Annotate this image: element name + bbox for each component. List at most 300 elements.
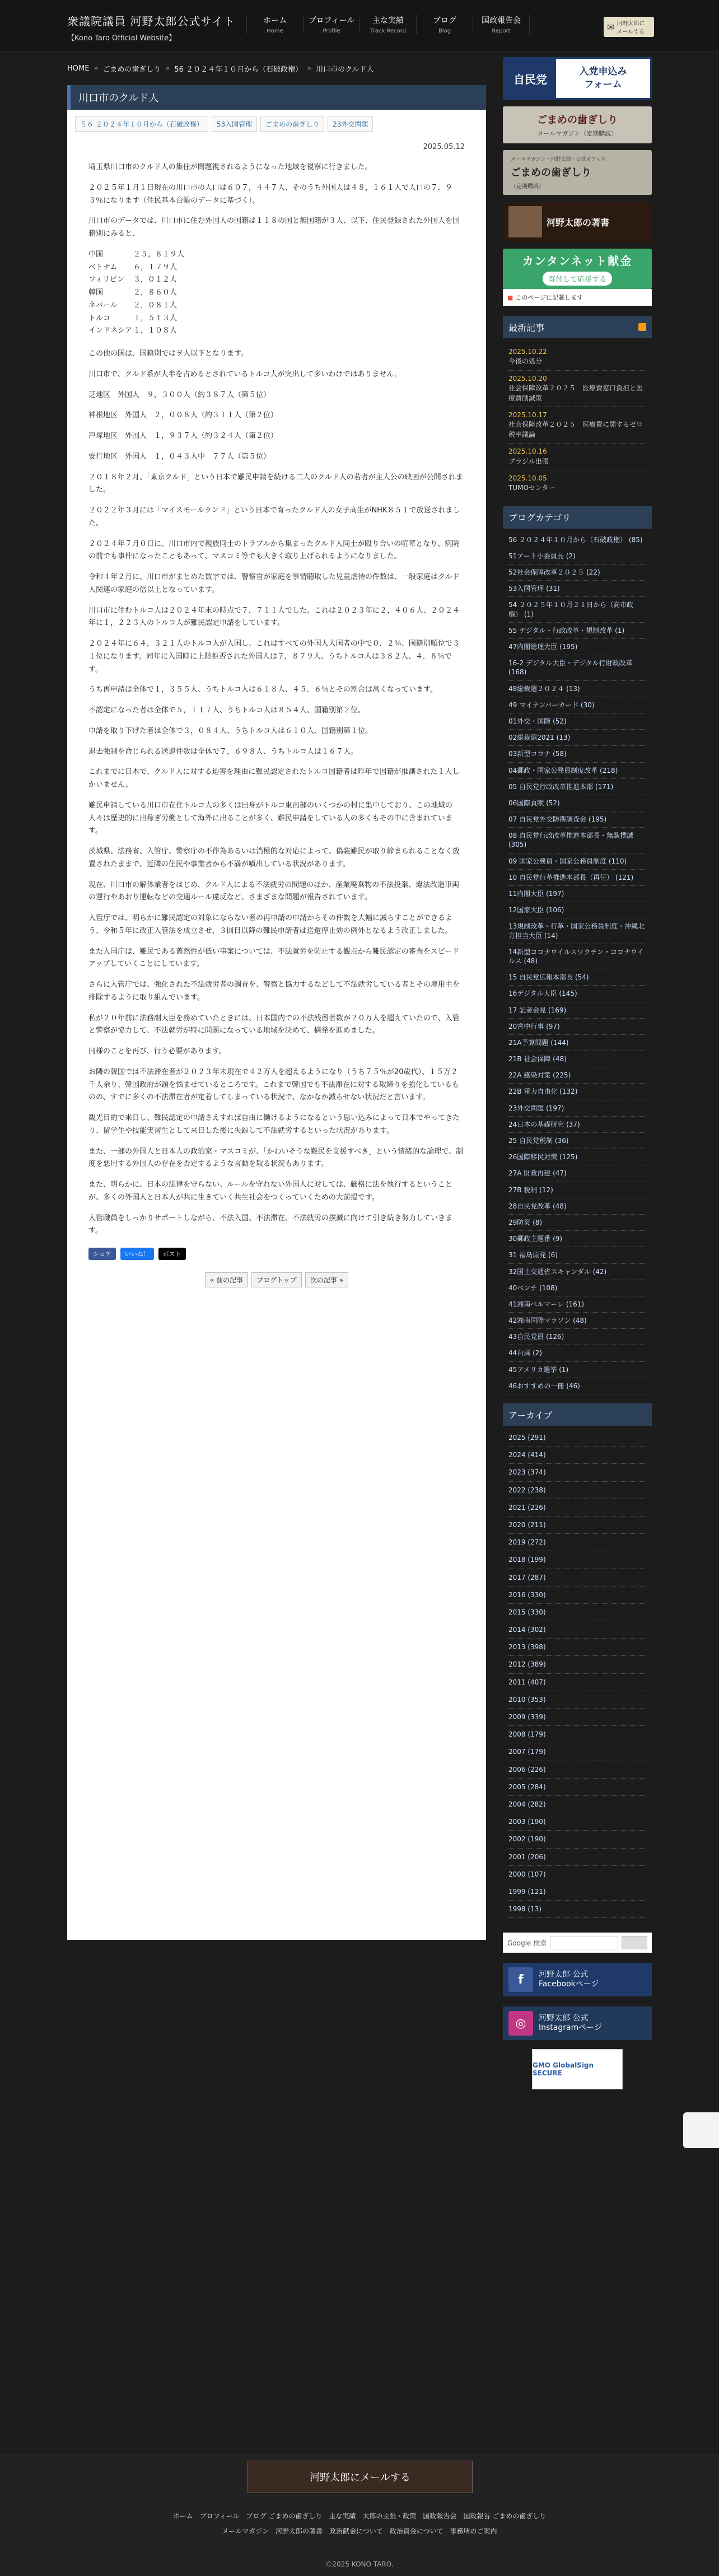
category-item[interactable] bbox=[508, 1198, 646, 1215]
footer-link[interactable]: プロフィール bbox=[199, 2512, 240, 2520]
footer-nav-row bbox=[0, 2511, 719, 2521]
recent-post-date: 2025.10.17 bbox=[508, 410, 547, 419]
category-link[interactable]: 24日本の基礎研究 (37) bbox=[508, 1120, 580, 1128]
paragraph: 川口市のデータでは、川口市に住む外国人の国籍は１１８の国と無国籍が３人、以下、住民登録された外国人を国籍別にみると、 bbox=[88, 217, 460, 238]
footer-link[interactable]: ブログ ごまめの歯ぎしり bbox=[246, 2512, 323, 2520]
paragraph: 同様のことを再び、行う必要があります。 bbox=[88, 1047, 226, 1056]
footer-link[interactable]: 国政報告 ごまめの歯ぎしり bbox=[463, 2512, 547, 2520]
category-item[interactable] bbox=[508, 1264, 646, 1280]
stat-row: インドネシア １，１０８人 bbox=[88, 326, 178, 335]
category-link[interactable]: 02総裁選2021 (13) bbox=[508, 734, 571, 742]
category-link[interactable]: 17 記者会見 (169) bbox=[508, 1006, 567, 1014]
archive-link[interactable]: 2018 (199) bbox=[508, 1556, 546, 1564]
archive-link[interactable]: 2013 (398) bbox=[508, 1643, 546, 1651]
category-item[interactable] bbox=[508, 681, 646, 697]
tugo-banner[interactable] bbox=[503, 289, 652, 306]
category-link[interactable]: 52社会保障改革２０２５ (22) bbox=[508, 568, 600, 577]
footer-link[interactable]: メールマガジン bbox=[222, 2527, 269, 2535]
category-link[interactable]: 23外交問題 (197) bbox=[508, 1104, 564, 1112]
category-item[interactable] bbox=[508, 870, 646, 886]
category-link[interactable]: 47内閣総理大臣 (195) bbox=[508, 643, 578, 651]
mail-button[interactable] bbox=[604, 17, 654, 37]
category-link[interactable]: 27B 税制 (12) bbox=[508, 1186, 553, 1194]
category-item[interactable] bbox=[508, 1035, 646, 1051]
archive-item[interactable] bbox=[508, 1866, 646, 1883]
jimin-logo: 自民党 bbox=[505, 59, 556, 98]
category-item[interactable] bbox=[508, 944, 646, 969]
archive-link[interactable]: 2015 (330) bbox=[508, 1608, 546, 1616]
facebook-banner[interactable] bbox=[503, 1963, 652, 1996]
envelope-icon: ✉ bbox=[607, 21, 615, 32]
sns-text: Facebookページ bbox=[539, 1980, 599, 1989]
archive-item[interactable] bbox=[508, 1691, 646, 1709]
category-link[interactable]: 56 ２０２４年１０月から（石破政権） (85) bbox=[508, 535, 643, 544]
category-link[interactable]: 03新型コロナ (58) bbox=[508, 750, 567, 758]
archive-link[interactable]: 2007 (179) bbox=[508, 1748, 546, 1756]
category-link[interactable]: 16デジタル大臣 (145) bbox=[508, 990, 577, 998]
main-content bbox=[67, 85, 486, 1940]
paragraph: 川口市で、クルド系が大半を占めるとされているトルコ人が突出して多いわけではありません。 bbox=[88, 370, 402, 379]
stat-row: ネパール ２，０８１人 bbox=[88, 301, 178, 310]
paragraph: 令和４年２月に、川口市がまとめた数字では、警察官が家庭を事情聴取した児童虐待の件数は、一般家庭はクルド人関連の家庭の倍以上となっています。 bbox=[88, 573, 460, 594]
stat-row: 韓国 ２，８６０人 bbox=[88, 288, 178, 297]
archive-link[interactable]: 2021 (226) bbox=[508, 1503, 546, 1511]
archive-item[interactable] bbox=[508, 1621, 646, 1639]
banner-title: カンタンネット献金 bbox=[522, 254, 633, 268]
footer-link[interactable]: 事務所のご案内 bbox=[450, 2527, 497, 2535]
google-label: Google 検索 bbox=[507, 1939, 547, 1947]
header bbox=[0, 0, 719, 52]
footer-link[interactable]: 国政報告会 bbox=[423, 2512, 457, 2520]
archive-link[interactable]: 2014 (302) bbox=[508, 1626, 546, 1634]
breadcrumb-separator: » bbox=[165, 64, 170, 73]
category-link[interactable]: 41湘南ベルマーレ (161) bbox=[508, 1300, 585, 1308]
archive-link[interactable]: 2005 (284) bbox=[508, 1782, 546, 1791]
footer-link[interactable]: 主な実績 bbox=[329, 2512, 356, 2520]
category-item[interactable] bbox=[508, 1067, 646, 1084]
next-article-link[interactable]: 次の記事 » bbox=[305, 1272, 348, 1287]
archive-link[interactable]: 2003 (190) bbox=[508, 1818, 546, 1826]
paragraph: 入管職員をしっかりサポートしながら、不法入国、不法滞在、不法就労の撲滅に向けて引き続き努力していきます。 bbox=[88, 1214, 453, 1235]
category-link[interactable]: 08 自民党行政改革推進本部長・無駄撲滅 (305) bbox=[508, 832, 634, 849]
blog-top-link[interactable]: ブログトップ bbox=[251, 1272, 302, 1287]
recent-post-item[interactable] bbox=[508, 407, 646, 444]
category-link[interactable]: 49 マイナンバーカード (30) bbox=[508, 701, 595, 709]
category-item[interactable] bbox=[508, 1280, 646, 1296]
article-paragraphs bbox=[88, 389, 465, 1238]
category-item[interactable] bbox=[508, 1100, 646, 1117]
archive-link[interactable]: 2000 (107) bbox=[508, 1870, 546, 1878]
recent-post-item[interactable] bbox=[508, 371, 646, 407]
nationality-stats bbox=[88, 249, 465, 338]
category-link[interactable]: 15 自民党広報本部長 (54) bbox=[508, 973, 589, 982]
recent-post-item[interactable] bbox=[508, 470, 646, 497]
nav-blog[interactable]: ブログ Blog bbox=[417, 15, 473, 34]
category-link[interactable]: 10 自民党行革推進本部長（再任） (121) bbox=[508, 873, 634, 881]
category-link[interactable]: 05 自民党行政改革推進本部 (171) bbox=[508, 782, 614, 791]
breadcrumb-separator: » bbox=[307, 64, 312, 73]
search-input[interactable] bbox=[550, 1936, 618, 1949]
archive-item[interactable] bbox=[508, 1586, 646, 1604]
site-title-sub: 【Kono Taro Official Website】 bbox=[67, 34, 176, 43]
category-item[interactable] bbox=[508, 1231, 646, 1247]
category-item[interactable] bbox=[508, 779, 646, 795]
category-item[interactable] bbox=[508, 1362, 646, 1378]
archive-item[interactable] bbox=[508, 1813, 646, 1831]
paragraph: さらに入管庁では、強化された不法就労者の調査を、警察と協力するなどして不法就労している者とその雇用主を排除するように取り組んでいます。 bbox=[88, 981, 460, 1002]
paragraph: これまでに日本で、クルド人に対する迫害を理由に難民認定されたトルコ国籍者は昨年で国籍が推測された１人しかいません。 bbox=[88, 768, 460, 789]
archive-item[interactable] bbox=[508, 1779, 646, 1796]
category-link[interactable]: 32国土交通省スキャンダル (42) bbox=[508, 1267, 607, 1276]
archive-link[interactable]: 2017 (287) bbox=[508, 1573, 546, 1581]
paragraph: うち再申請は全体で１，３５５人、うちトルコ人は６１８人、４５．６％とその割合は高くなっています。 bbox=[88, 685, 437, 694]
category-link[interactable]: 26国際移民対策 (125) bbox=[508, 1153, 578, 1161]
archive-link[interactable]: 2019 (272) bbox=[508, 1538, 546, 1547]
gmo-seal[interactable]: GMO GlobalSign SECURE bbox=[532, 2049, 623, 2089]
search-button[interactable] bbox=[622, 1936, 647, 1949]
banner-text: フォーム bbox=[584, 79, 622, 90]
category-link[interactable]: 04郵政・国家公務員制度改革 (218) bbox=[508, 766, 618, 774]
category-link[interactable]: 20宮中行事 (97) bbox=[508, 1022, 560, 1030]
footer-nav bbox=[0, 2505, 719, 2541]
archive-item[interactable] bbox=[508, 1674, 646, 1691]
archive-item[interactable] bbox=[508, 1796, 646, 1813]
category-link[interactable]: 22A 感染対策 (225) bbox=[508, 1071, 571, 1080]
footer-nav-row bbox=[0, 2526, 719, 2536]
category-item[interactable] bbox=[508, 1329, 646, 1345]
archive-link[interactable]: 2002 (190) bbox=[508, 1835, 546, 1844]
paragraph: 神根地区 外国人 ２，００８人（約３１１人（第２位） bbox=[88, 411, 278, 420]
footer-link[interactable]: ホーム bbox=[172, 2512, 193, 2520]
paragraph: お隣の韓国では不法滞在者が２０２３年末現在で４２万人を超えるようになり（うち７５％が20歳代）、１５万２千人余り、韓国政府が頭を悩ませているところです。これまで韓国でも不法滞在に対する取締りを強化しているものの、すでに多くの不法滞在者が定着してしまっている状況で、なかなか減らせない状況だと言います。 bbox=[88, 1067, 459, 1102]
category-item[interactable] bbox=[508, 1084, 646, 1100]
archive-title: アーカイブ bbox=[503, 1403, 652, 1426]
archive-link[interactable]: 2025 (291) bbox=[508, 1434, 546, 1441]
recent-post-title[interactable]: TUMOセンター bbox=[508, 484, 555, 492]
archive-link[interactable]: 2011 (407) bbox=[508, 1678, 546, 1686]
category-item[interactable] bbox=[508, 697, 646, 713]
paragraph: ２０２４年に６４，３２１人のトルコ人が入国し、これはすべての外国人入国者の中で０．２％、国籍別順位で３１位になります。同年に入国時に上陸拒否された外国人は７，８７９人、うちトルコ人は３８２人、４．８％です。 bbox=[88, 640, 460, 674]
stat-row: ベトナム ６，１７９人 bbox=[88, 263, 178, 272]
footer-link[interactable]: 政治資金について bbox=[389, 2527, 443, 2535]
kono-books-banner[interactable] bbox=[503, 202, 652, 242]
archive-item[interactable] bbox=[508, 1464, 646, 1481]
tag-link[interactable]: ごまめの歯ぎしり bbox=[260, 116, 324, 132]
category-list bbox=[503, 529, 652, 1398]
footer-link[interactable]: 河野太郎の著書 bbox=[275, 2527, 323, 2535]
category-link[interactable]: 21B 社会保障 (48) bbox=[508, 1055, 567, 1063]
archive-item[interactable] bbox=[508, 1831, 646, 1848]
site-title[interactable] bbox=[67, 12, 235, 43]
archive-item[interactable] bbox=[508, 1516, 646, 1534]
category-link[interactable]: 45アメリカ選挙 (1) bbox=[508, 1365, 569, 1374]
category-link[interactable]: 42湘南国際マラソン (48) bbox=[508, 1317, 587, 1325]
category-link[interactable]: 09 国家公務員・国家公務員制度 (110) bbox=[508, 857, 627, 865]
donate-button[interactable]: 寄付して応援する bbox=[543, 272, 612, 286]
banner-pre: メールマガジン・河野太郎・公式オフィス bbox=[511, 157, 606, 162]
archive-item[interactable] bbox=[508, 1883, 646, 1901]
archive-item[interactable] bbox=[508, 1901, 646, 1918]
paragraph: ２０２４年７月０日に、川口市内で親族同士のトラブルから集まったクルド人同士が殴り合いの喧嘩となり、病院の前でも事件になったこともあって、マスコミ等でも大きく取り上げられるようになりました。 bbox=[88, 539, 460, 561]
global-nav bbox=[246, 15, 530, 34]
category-item[interactable] bbox=[508, 1149, 646, 1165]
site-search bbox=[503, 1933, 652, 1953]
category-link[interactable]: 51アート小委員長 (2) bbox=[508, 552, 576, 560]
category-item[interactable] bbox=[508, 1002, 646, 1019]
banner-title: 河野太郎の著書 bbox=[547, 217, 610, 228]
banner-title: ごまめの歯ぎしり bbox=[537, 114, 618, 126]
category-item[interactable] bbox=[508, 639, 646, 655]
category-link[interactable]: 27A 財政再建 (47) bbox=[508, 1169, 567, 1178]
sns-text: 河野太郎 公式 bbox=[539, 2013, 589, 2023]
category-item[interactable] bbox=[508, 853, 646, 870]
archive-link[interactable]: 2004 (282) bbox=[508, 1800, 546, 1808]
prev-article-link[interactable]: « 前の記事 bbox=[205, 1272, 248, 1287]
banner-sub: メールマガジン（定期購読） bbox=[537, 130, 618, 137]
recent-post-item[interactable] bbox=[508, 344, 646, 371]
mail-button-label: 河野太郎に メールする bbox=[617, 21, 645, 35]
tag-link[interactable]: ５６ ２０２４年１０月から（石破政権） bbox=[75, 116, 208, 132]
mailmagazine-banner-2[interactable] bbox=[503, 150, 652, 195]
post-button[interactable]: ポスト bbox=[158, 1248, 186, 1260]
archive-link[interactable]: 2023 (374) bbox=[508, 1468, 546, 1477]
category-item[interactable] bbox=[508, 1019, 646, 1035]
category-link[interactable]: 31 福島原発 (6) bbox=[508, 1251, 558, 1259]
category-item[interactable] bbox=[508, 730, 646, 746]
recent-post-title[interactable]: 今後の処分 bbox=[508, 357, 543, 366]
category-item[interactable] bbox=[508, 548, 646, 564]
archive-link[interactable]: 2009 (339) bbox=[508, 1713, 546, 1721]
category-link[interactable]: 06国際貢献 (52) bbox=[508, 799, 560, 807]
category-link[interactable]: 40ベンチ (108) bbox=[508, 1284, 558, 1292]
article-tags bbox=[75, 116, 478, 132]
category-item[interactable] bbox=[508, 713, 646, 730]
paragraph: 観光目的で来日し、難民認定の申請さえすれば自由に働けるようになるという思い込みによって日本でやってきたり、留学生や技能実習生として来日した後に失踪して不法就労するといった状況があります。 bbox=[88, 1114, 460, 1135]
sidebar bbox=[503, 57, 652, 2089]
share-button[interactable]: シェア bbox=[88, 1248, 116, 1260]
recent-posts-list bbox=[503, 338, 652, 501]
paragraph: ２０１８年２月、「東京クルド」という日本で難民申請を続ける二人のクルド人の若者が主人公の映画が公開されました。 bbox=[88, 473, 463, 494]
archive-item[interactable] bbox=[508, 1849, 646, 1866]
category-item[interactable] bbox=[508, 969, 646, 986]
category-link[interactable]: 28自民党改革 (48) bbox=[508, 1202, 567, 1210]
category-item[interactable] bbox=[508, 1313, 646, 1329]
category-link[interactable]: 55 デジタル・行政改革・規制改革 (1) bbox=[508, 626, 625, 634]
banner-text: 入党申込み bbox=[579, 66, 627, 78]
archive-link[interactable]: 2024 (414) bbox=[508, 1451, 546, 1459]
recent-post-date: 2025.10.16 bbox=[508, 447, 547, 456]
category-item[interactable] bbox=[508, 655, 646, 680]
category-link[interactable]: 21A予算問題 (144) bbox=[508, 1038, 569, 1047]
paragraph: 私が２０年前に法務副大臣を務めていたときには、日本国内での不法残留者数が２０万人を超えていたので、入管と警察が協力して、不法就労が特に問題になっている地域を決めて、摘発を進めました。 bbox=[88, 1014, 460, 1035]
category-item[interactable] bbox=[508, 581, 646, 597]
archive-link[interactable]: 2012 (389) bbox=[508, 1660, 546, 1669]
paragraph: 難民申請している川口市在住トルコ人の多くは出身がトルコ東南部のいくつかの村に集中しており、この地域の人々は歴史的に出稼ぎ労働として海外に出ることが多く、難民申請をしている人の多くもその中に含まれています。 bbox=[88, 801, 453, 836]
category-item[interactable] bbox=[508, 623, 646, 639]
stat-row: トルコ １，５１３人 bbox=[88, 314, 178, 323]
breadcrumb-category[interactable]: ごまめの歯ぎしり bbox=[102, 65, 161, 74]
paragraph: 安行地区 外国人 １，０４３人中 ７７人（第５位） bbox=[88, 452, 271, 461]
instagram-banner[interactable] bbox=[503, 2006, 652, 2040]
category-item[interactable] bbox=[508, 902, 646, 918]
archive-link[interactable]: 2020 (211) bbox=[508, 1520, 546, 1529]
footer bbox=[0, 2454, 719, 2576]
breadcrumb-current: 川口市のクルド人 bbox=[316, 65, 374, 74]
category-item[interactable] bbox=[508, 811, 646, 828]
archive-list bbox=[503, 1426, 652, 1921]
archive-item[interactable] bbox=[508, 1551, 646, 1569]
instagram-icon: ◎ bbox=[508, 2011, 533, 2036]
archive-item[interactable] bbox=[508, 1569, 646, 1586]
article-body bbox=[67, 110, 486, 1940]
recent-post-date: 2025.10.05 bbox=[508, 474, 547, 482]
paragraph: また、明らかに、日本の法律を守らない、ルールを守れない外国人に対しては、厳格に法を執行するということが、多くの外国人と日本人が共に生きていく共生社会をつくっていくための大前提です。 bbox=[88, 1180, 452, 1202]
category-link[interactable]: 30郵政主題番 (9) bbox=[508, 1235, 563, 1243]
copyright: ©2025 KONO TARO. bbox=[325, 2560, 394, 2568]
category-link[interactable]: 29防災 (8) bbox=[508, 1218, 543, 1226]
category-link[interactable]: 43自民党員 (126) bbox=[508, 1333, 564, 1341]
archive-link[interactable]: 2008 (179) bbox=[508, 1730, 546, 1739]
archive-link[interactable]: 2010 (353) bbox=[508, 1695, 546, 1704]
breadcrumb-home[interactable]: HOME bbox=[67, 64, 90, 73]
archive-item[interactable] bbox=[508, 1499, 646, 1516]
share-buttons bbox=[88, 1248, 465, 1260]
archive-link[interactable]: 1999 (121) bbox=[508, 1887, 546, 1896]
nav-home[interactable]: ホーム Home bbox=[246, 15, 304, 34]
category-item[interactable] bbox=[508, 532, 646, 548]
category-item[interactable] bbox=[508, 1133, 646, 1149]
category-link[interactable]: 22B 電力自由化 (132) bbox=[508, 1088, 578, 1096]
archive-link[interactable]: 2022 (238) bbox=[508, 1486, 546, 1494]
category-item[interactable] bbox=[508, 1247, 646, 1263]
site-title-main[interactable]: 衆議院議員 河野太郎公式サイト bbox=[67, 15, 235, 28]
category-item[interactable] bbox=[508, 763, 646, 779]
category-title: ブログカテゴリ bbox=[503, 506, 652, 529]
footer-mail-banner[interactable]: 河野太郎にメールする bbox=[248, 2461, 473, 2493]
category-item[interactable] bbox=[508, 597, 646, 622]
jimin-join-banner[interactable] bbox=[503, 57, 652, 100]
banner-title: ごまめの歯ぎしり bbox=[511, 167, 591, 179]
category-link[interactable]: 48総裁選２０２４ (13) bbox=[508, 684, 580, 693]
recent-post-item[interactable] bbox=[508, 444, 646, 470]
category-item[interactable] bbox=[508, 1345, 646, 1361]
category-link[interactable]: 14新型コロナウイルスワクチン・コロナウイルス (48) bbox=[508, 948, 644, 965]
article-date: 2025.05.12 bbox=[423, 143, 465, 151]
category-item[interactable] bbox=[508, 828, 646, 853]
recent-post-date: 2025.10.22 bbox=[508, 348, 547, 356]
tag-link[interactable]: 23外交問題 bbox=[328, 116, 373, 132]
kono-photo bbox=[508, 206, 542, 237]
category-item[interactable] bbox=[508, 746, 646, 762]
archive-item[interactable] bbox=[508, 1446, 646, 1464]
category-link[interactable]: 13規制改革・行革・国家公務員制度・沖縄北方担当大臣 (14) bbox=[508, 922, 645, 940]
sns-text: Instagramページ bbox=[539, 2023, 602, 2033]
recent-post-title[interactable]: 社会保障改革２０２５ 医療費窓口負担と医療費削減策 bbox=[508, 384, 643, 402]
archive-item[interactable] bbox=[508, 1429, 646, 1446]
category-item[interactable] bbox=[508, 795, 646, 811]
paragraph: また、一部の外国人と日本人の政治家・マスコミが、「かわいそうな難民を支援すべき」という情緒的な論理で、制度を悪用する外国人の存在を否定するような言動を取る状況もあります。 bbox=[88, 1147, 463, 1169]
category-item[interactable] bbox=[508, 1215, 646, 1231]
paragraph: 埼玉県川口市のクルド人の集住が問題視されるようになった地域を視察に行きました。 bbox=[88, 163, 372, 171]
recent-post-title[interactable]: ブラジル出張 bbox=[508, 457, 549, 465]
donation-banner[interactable] bbox=[503, 249, 652, 289]
category-item[interactable] bbox=[508, 564, 646, 581]
paragraph: ２０２２年３月には「マイスモールランド」という日本で育ったクルド人の女子高生がNHK８５１で放送されました。 bbox=[88, 506, 460, 528]
article-title: 川口市のクルド人 bbox=[67, 85, 486, 110]
archive-link[interactable]: 2016 (330) bbox=[508, 1590, 546, 1599]
paragraph: 入管庁では、明らかに難民認定の対象にならない者の再申請の申請からその件数を大幅に減らすことができるよう、令和５年に改正入管法を成立させ、３回目以降の難民申請者は送還停止効の例外となるよう改正しました。 bbox=[88, 914, 453, 935]
stat-row: 中国 ２５，８１９人 bbox=[88, 250, 185, 259]
archive-item[interactable] bbox=[508, 1726, 646, 1743]
archive-item[interactable] bbox=[508, 1534, 646, 1551]
category-link[interactable]: 25 自民党税制 (36) bbox=[508, 1137, 569, 1145]
article-pager bbox=[88, 1272, 465, 1287]
archive-item[interactable] bbox=[508, 1482, 646, 1499]
category-item[interactable] bbox=[508, 1117, 646, 1133]
category-link[interactable]: 46おすすめの一冊 (46) bbox=[508, 1382, 580, 1390]
archive-item[interactable] bbox=[508, 1604, 646, 1621]
nav-profile[interactable]: プロフィール Profile bbox=[304, 15, 360, 34]
archive-item[interactable] bbox=[508, 1761, 646, 1779]
paragraph: ２０２５年１月１日現在の川口市の人口は６０７，４４７人、そのうち外国人は４８，１６１人で人口の７．９３％になります（住民基本台帳のデータに基づく）。 bbox=[88, 183, 453, 205]
archive-link[interactable]: 2006 (226) bbox=[508, 1765, 546, 1774]
rss-icon[interactable] bbox=[638, 323, 646, 331]
facebook-icon: f bbox=[508, 1967, 533, 1992]
category-item[interactable] bbox=[508, 886, 646, 902]
footer-link[interactable]: 太郎の主張・政策 bbox=[362, 2512, 417, 2520]
tugo-logo: ■ bbox=[507, 293, 513, 301]
category-link[interactable]: 44台風 (2) bbox=[508, 1349, 543, 1357]
category-link[interactable]: 53入国管理 (31) bbox=[508, 585, 560, 593]
recent-post-date: 2025.10.20 bbox=[508, 374, 547, 382]
archive-link[interactable]: 2001 (206) bbox=[508, 1852, 546, 1861]
recent-post-title[interactable]: 社会保障改革２０２５ 医療費に関するゼロ税率議論 bbox=[508, 421, 643, 438]
category-link[interactable]: 16-2 デジタル大臣・デジタル行財政改革 (168) bbox=[508, 659, 633, 676]
mailmagazine-banner[interactable] bbox=[503, 106, 652, 143]
category-item[interactable] bbox=[508, 986, 646, 1002]
breadcrumb-subcategory[interactable]: 56 ２０２４年１０月から（石破政権） bbox=[174, 65, 303, 74]
category-link[interactable]: 12国家大臣 (106) bbox=[508, 906, 564, 914]
category-item[interactable] bbox=[508, 1182, 646, 1198]
category-link[interactable]: 07 自民党外交防衛調査会 (195) bbox=[508, 815, 607, 824]
archive-item[interactable] bbox=[508, 1709, 646, 1726]
category-item[interactable] bbox=[508, 1165, 646, 1182]
tag-link[interactable]: 53入国管理 bbox=[212, 116, 257, 132]
category-item[interactable] bbox=[508, 918, 646, 944]
category-link[interactable]: 01外交・国際 (52) bbox=[508, 717, 567, 725]
category-link[interactable]: 11内閣大臣 (197) bbox=[508, 890, 564, 898]
recent-posts-title: 最新記事 bbox=[503, 316, 652, 338]
nav-report[interactable]: 国政報告会 Report bbox=[473, 15, 530, 34]
footer-link[interactable]: 政治献金について bbox=[329, 2527, 383, 2535]
category-item[interactable] bbox=[508, 1378, 646, 1394]
paragraph: 現在、川口市の解体業者をはじめ、クルド人による不法就労の問題のほか、産業廃棄物の不法投棄、違法改造車両の運行やあおり運転などの交通ルール違反など、さまざまな問題が報告されています。 bbox=[88, 880, 460, 902]
like-button[interactable]: いいね！ bbox=[120, 1248, 154, 1260]
breadcrumb-separator: » bbox=[94, 64, 99, 73]
category-item[interactable] bbox=[508, 1296, 646, 1313]
archive-item[interactable] bbox=[508, 1656, 646, 1673]
archive-item[interactable] bbox=[508, 1639, 646, 1656]
tugo-text: このページに記載します bbox=[515, 294, 583, 301]
paragraph: 申請を取り下げた者は全体で３，０８４人、うちトルコ人は６１０人、国籍別第１位。 bbox=[88, 726, 373, 735]
category-item[interactable] bbox=[508, 1051, 646, 1067]
category-link[interactable]: 54 ２０２５年１０月２１日から（高市政権） (1) bbox=[508, 601, 634, 618]
paragraph: 川口市に住むトルコ人は２０２４年末の時点で７，７１１人でした。これは２０２３年に２，４０６人、２０２４年に１，２２３人のトルコ人が難民認定申請をしています。 bbox=[88, 606, 460, 628]
nav-track-record[interactable]: 主な実績 Track Record bbox=[360, 15, 417, 34]
recaptcha-badge[interactable] bbox=[683, 2112, 719, 2148]
archive-item[interactable] bbox=[508, 1743, 646, 1761]
archive-link[interactable]: 1998 (13) bbox=[508, 1905, 541, 1914]
